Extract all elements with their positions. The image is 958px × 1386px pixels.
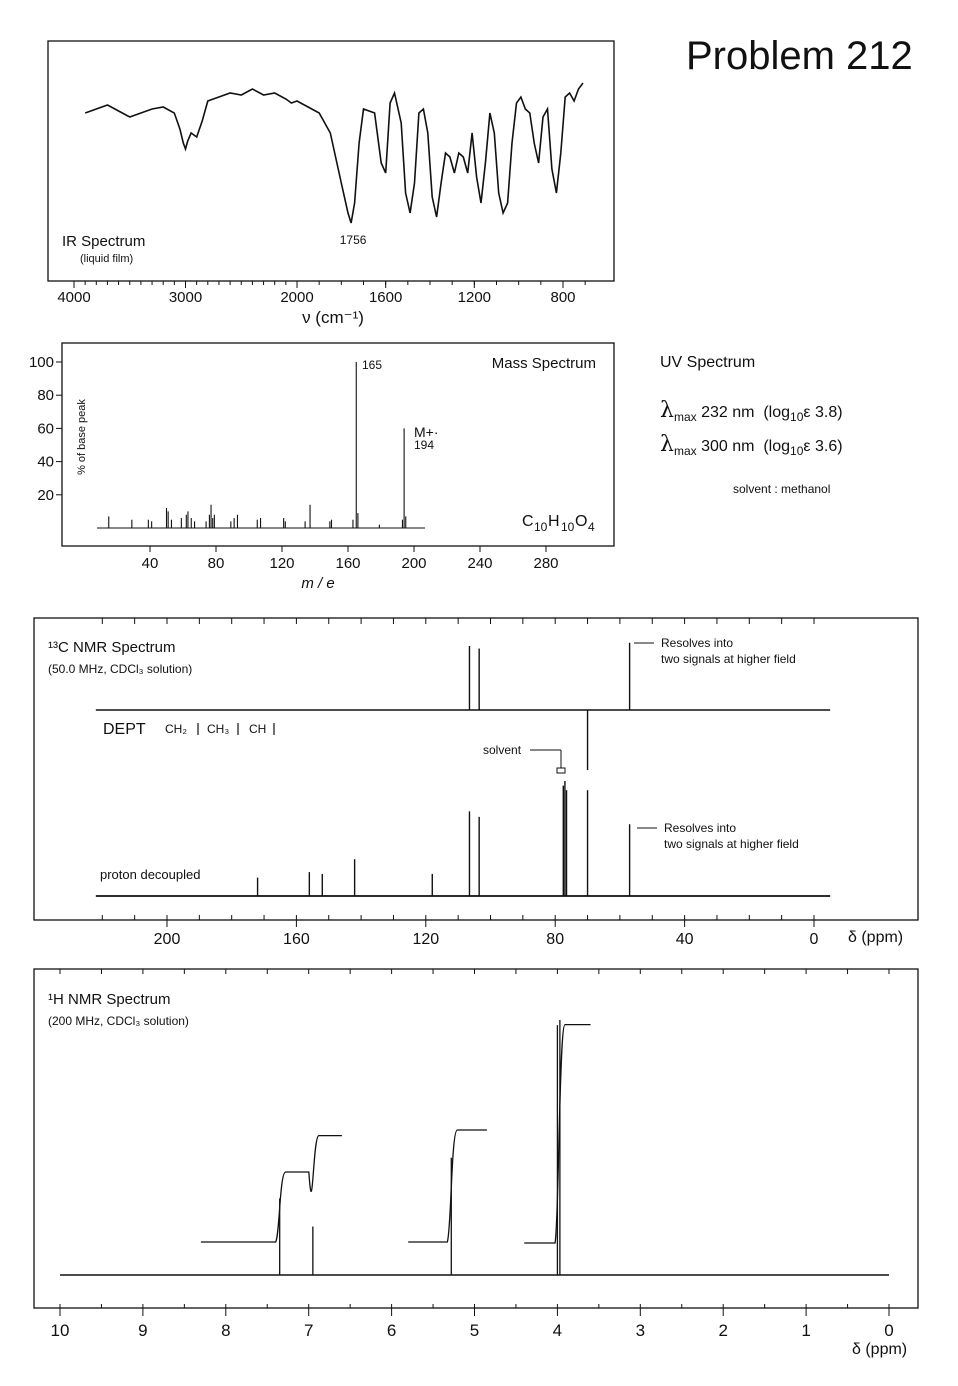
- ir-title: IR Spectrum: [62, 233, 146, 250]
- dept-ch3-label: CH₃: [207, 722, 230, 736]
- ir-trace: [85, 83, 583, 223]
- ms-y-tick-label: 100: [28, 354, 54, 371]
- c13-tick-label: 200: [153, 931, 181, 948]
- ms-molecular-ion-label: M+·: [414, 424, 439, 440]
- h1-tick-label: 0: [884, 1321, 894, 1340]
- ir-xlabel: ν (cm⁻¹): [302, 308, 364, 327]
- note-upper-line2: two signals at higher field: [661, 652, 796, 666]
- h1-integral-curve: [408, 1130, 487, 1242]
- uv-solvent: solvent : methanol: [733, 482, 831, 496]
- ir-tick-label: 800: [550, 289, 576, 306]
- h1-tick-label: 2: [718, 1321, 728, 1340]
- lambda-symbol: λ: [660, 432, 674, 457]
- dept-ch-label: CH: [249, 722, 267, 736]
- ms-formula-c: C: [522, 513, 534, 530]
- decoupled-label: proton decoupled: [100, 867, 201, 882]
- h1-tick-label: 8: [221, 1321, 231, 1340]
- ms-x-tick-label: 120: [269, 555, 295, 572]
- ms-y-tick-label: 20: [37, 486, 54, 504]
- h1-tick-label: 1: [801, 1321, 811, 1340]
- ir-tick-label: 1600: [368, 289, 403, 306]
- ms-x-tick-label: 200: [401, 555, 427, 572]
- ms-formula-sub: 10: [561, 520, 575, 534]
- h1-tick-label: 4: [552, 1321, 563, 1340]
- ir-tick-label: 3000: [168, 289, 203, 306]
- ms-formula-sub: 4: [588, 520, 595, 534]
- c13-xlabel: δ (ppm): [848, 929, 904, 946]
- max-sub: max: [673, 444, 697, 459]
- ms-formula-h: H: [548, 513, 560, 530]
- uv-value: 300 nm: [701, 438, 755, 455]
- ir-tick-label: 4000: [57, 289, 91, 306]
- ms-x-tick-label: 240: [467, 555, 493, 572]
- ms-formula-sub: 10: [534, 520, 548, 534]
- ms-y-tick-label: 80: [37, 387, 54, 405]
- uv-log-post: ε 3.8): [803, 404, 843, 421]
- h1-integral-curve: [201, 1136, 342, 1242]
- ms-y-tick-label: 60: [37, 420, 54, 438]
- h1-tick-label: 5: [469, 1321, 480, 1340]
- uv-log: (log: [763, 404, 791, 421]
- h1-tick-label: 10: [50, 1321, 70, 1340]
- note-lower-line2: two signals at higher field: [664, 837, 799, 851]
- ir-tick-label: 2000: [280, 289, 314, 306]
- ms-x-tick-label: 280: [533, 555, 559, 572]
- ir-tick-label: 1200: [457, 289, 492, 306]
- h1-tick-label: 9: [138, 1321, 148, 1340]
- c13-title: ¹³C NMR Spectrum: [48, 639, 176, 656]
- note-lower-line1: Resolves into: [664, 821, 737, 835]
- ms-x-tick-label: 40: [141, 555, 159, 572]
- ms-xlabel: m / e: [301, 575, 335, 592]
- uv-log: (log: [763, 438, 791, 455]
- uv-log-sub: 10: [790, 444, 804, 459]
- c13-tick-label: 160: [283, 931, 310, 948]
- ms-formula-o: O: [575, 513, 588, 530]
- uv-line-1: [660, 398, 843, 424]
- solvent-label: solvent: [483, 743, 522, 757]
- ir-subtitle: (liquid film): [80, 253, 134, 265]
- ir-annotation: 1756: [339, 233, 367, 247]
- ms-peak-label: 194: [414, 438, 435, 452]
- h1-title: ¹H NMR Spectrum: [48, 991, 171, 1008]
- uv-title: UV Spectrum: [660, 354, 756, 371]
- h1-subtitle: (200 MHz, CDCl₃ solution): [48, 1014, 189, 1028]
- ms-peak-label: 165: [362, 358, 383, 372]
- uv-value: 232 nm: [701, 404, 755, 421]
- dept-ch2-label: CH₂: [165, 722, 187, 736]
- note-upper-line1: Resolves into: [661, 636, 734, 650]
- lambda-symbol: λ: [660, 398, 674, 423]
- solvent-bracket: [557, 768, 565, 773]
- uv-log-post: ε 3.6): [803, 438, 843, 455]
- c13-tick-label: 120: [412, 931, 440, 948]
- c13-tick-label: 80: [546, 931, 565, 948]
- ms-x-tick-label: 160: [335, 555, 361, 572]
- h1-xlabel: δ (ppm): [852, 1341, 908, 1358]
- ms-x-tick-label: 80: [207, 555, 225, 572]
- dept-label: DEPT: [103, 721, 146, 738]
- ms-y-tick-label: 40: [37, 453, 54, 471]
- page-title: Problem 212: [686, 34, 913, 78]
- h1-tick-label: 3: [635, 1321, 646, 1340]
- c13-subtitle: (50.0 MHz, CDCl₃ solution): [48, 662, 193, 676]
- h1-tick-label: 6: [386, 1321, 397, 1340]
- uv-line-2: [660, 432, 843, 458]
- c13-tick-label: 40: [675, 931, 694, 948]
- uv-log-sub: 10: [790, 410, 804, 425]
- h1-tick-label: 7: [303, 1321, 314, 1340]
- ms-title: Mass Spectrum: [491, 355, 596, 372]
- c13-tick-label: 0: [809, 931, 819, 948]
- ms-ylabel: % of base peak: [76, 399, 88, 475]
- max-sub: max: [673, 410, 697, 425]
